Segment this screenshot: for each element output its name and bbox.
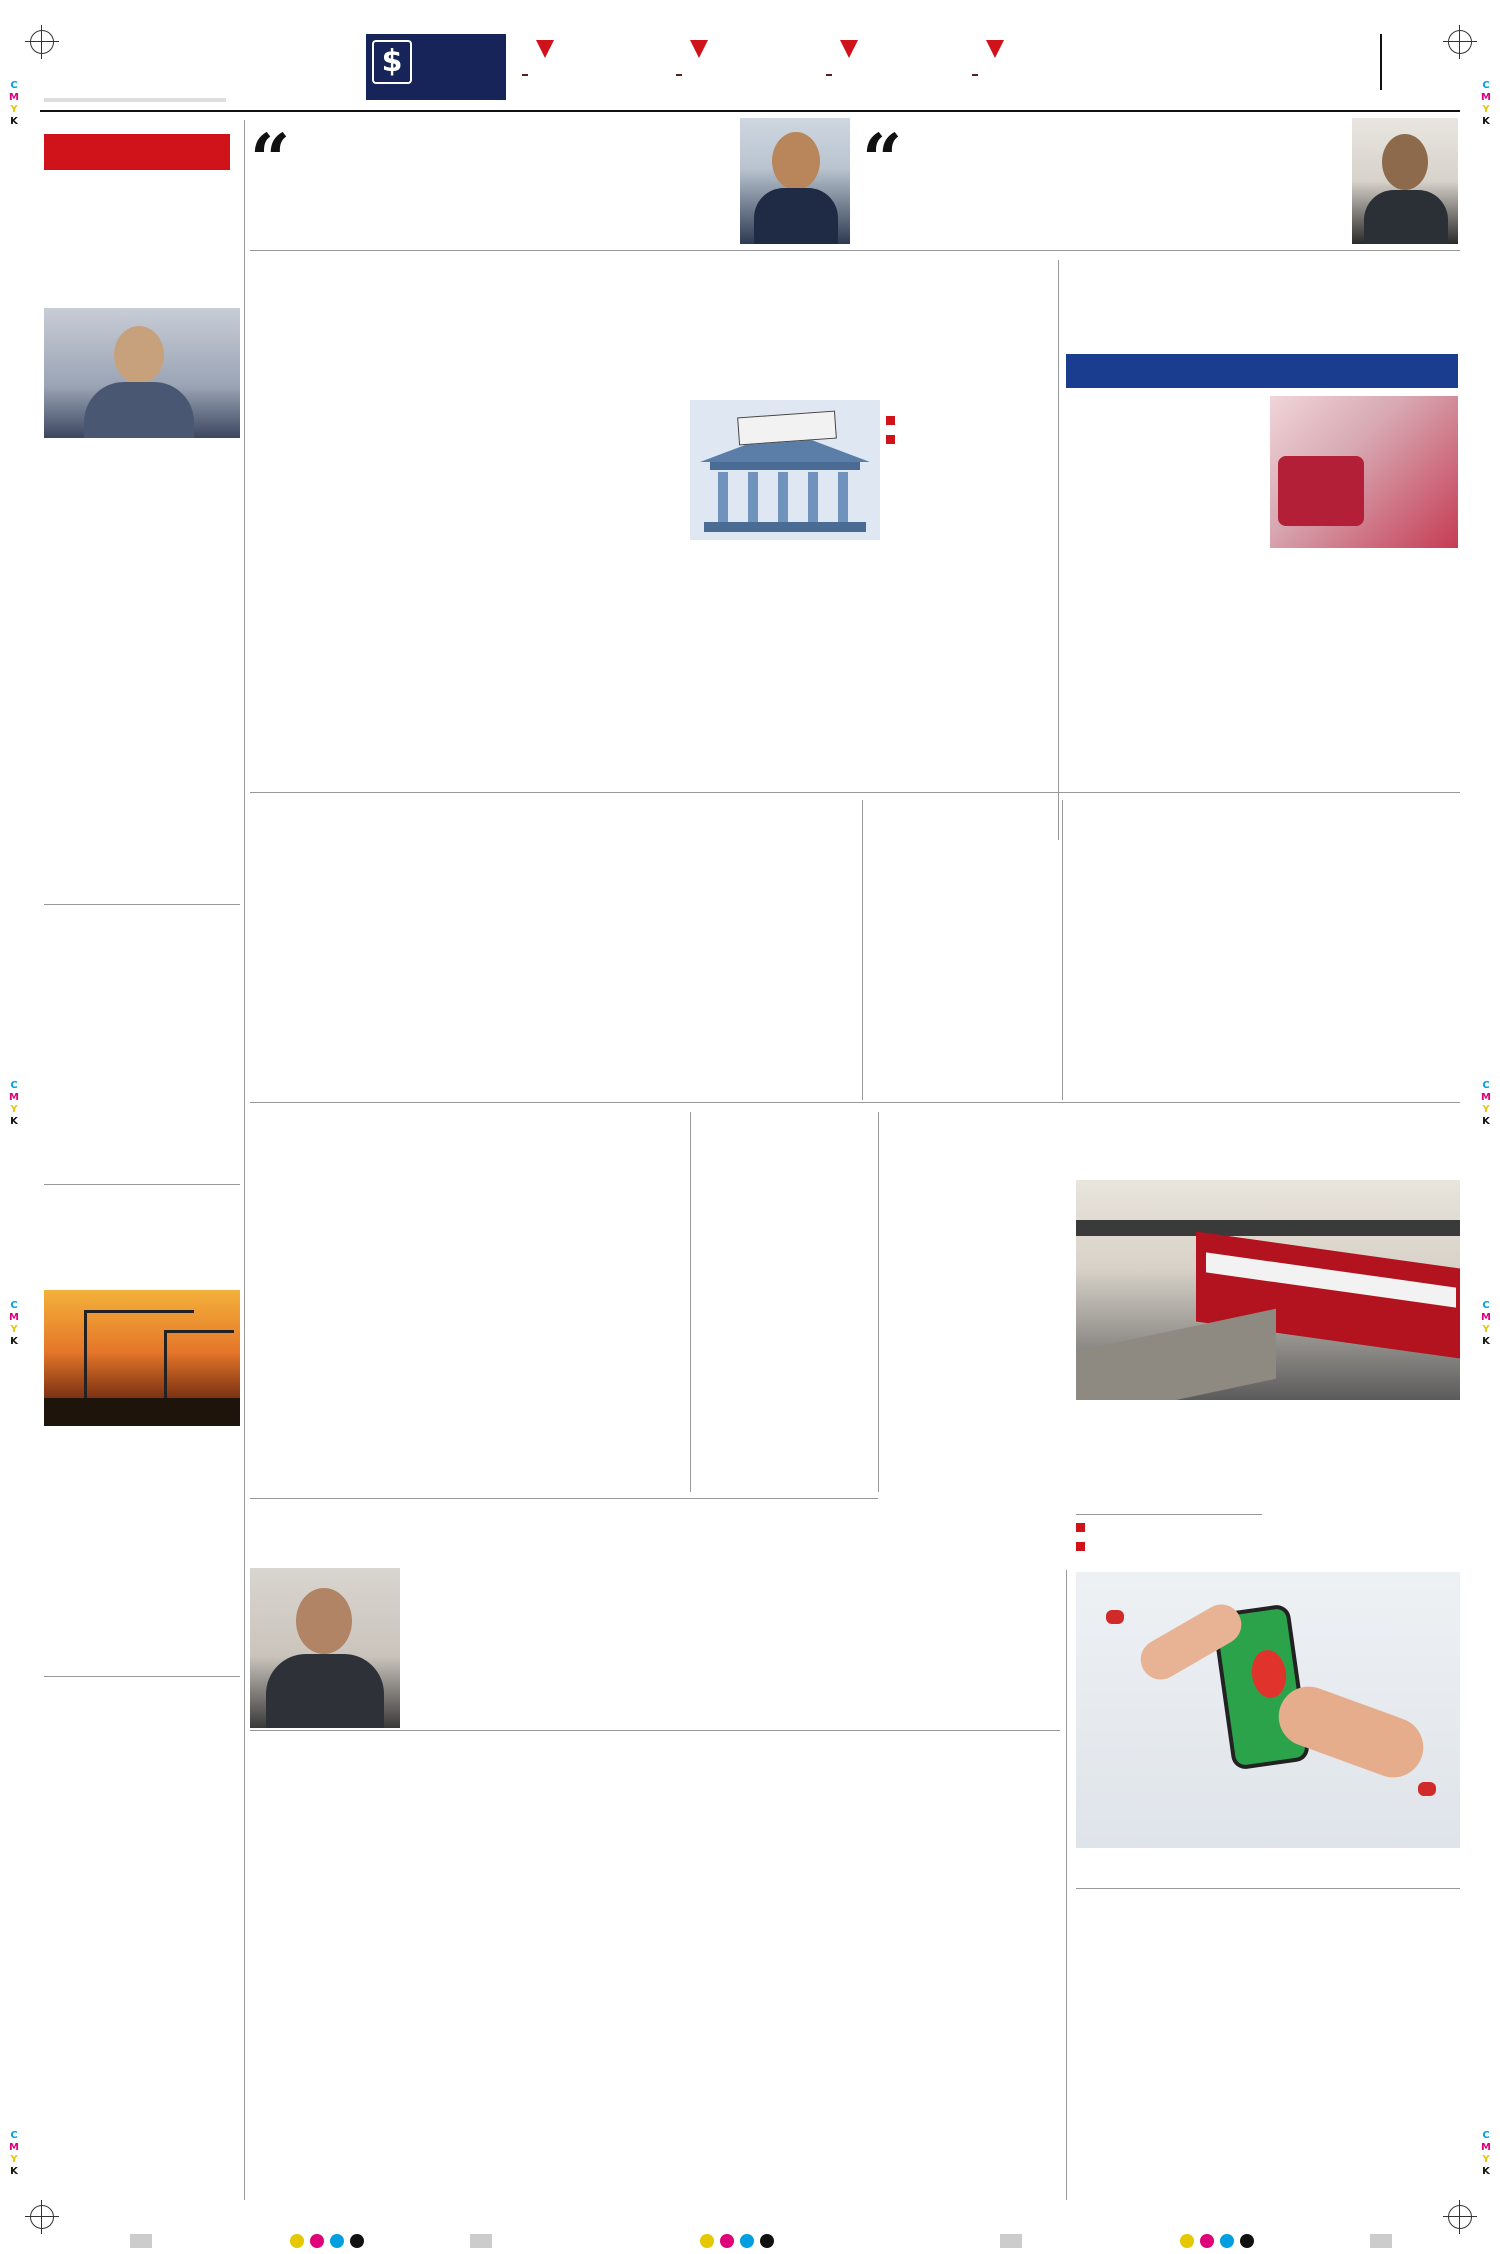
lead-rule [250, 792, 1460, 793]
bullet-item [886, 412, 1046, 425]
lead-col-2 [256, 425, 426, 785]
color-bar-gray [470, 2234, 492, 2248]
train-bullets [1076, 1514, 1262, 1551]
down-arrow-icon [986, 40, 1004, 58]
brief-2-body [44, 990, 240, 1180]
lead-col-4 [690, 548, 866, 780]
train-col-1 [886, 1184, 1070, 1584]
central-col-2 [1270, 556, 1458, 784]
goyal-photo [740, 118, 850, 244]
ticker-change [522, 74, 528, 76]
ticker-silver [972, 40, 1122, 100]
sale-ad-image [1270, 396, 1458, 548]
section-rule [1076, 1888, 1460, 1889]
down-arrow-icon [690, 40, 708, 58]
column-divider [1062, 800, 1063, 1100]
bathria-photo [250, 1568, 400, 1728]
brief-1-body [44, 446, 240, 916]
color-dot-black [1240, 2234, 1254, 2248]
section-rule [250, 1102, 1460, 1103]
bad-bank-illustration [690, 400, 880, 540]
lead-divider [1058, 260, 1059, 840]
lead-col-3 [434, 400, 614, 780]
dalmia-col-2 [640, 1572, 874, 1728]
bullet-square-icon [1076, 1542, 1085, 1551]
airindia-col-0 [870, 1880, 1058, 2200]
central-banner [1066, 354, 1458, 388]
color-bar-gray [130, 2234, 152, 2248]
cmyk-marks-left-mid2: C M Y K [9, 1300, 19, 1347]
color-dot-magenta [720, 2234, 734, 2248]
ticker-sensex [522, 40, 672, 100]
ticker-gold [826, 40, 976, 100]
registration-mark [1448, 2205, 1472, 2229]
color-dot-cyan [740, 2234, 754, 2248]
ticker-change [972, 74, 978, 76]
cmyk-marks-left-mid: C M Y K [9, 1080, 19, 1127]
column-divider [862, 800, 863, 1100]
sidebar-divider [244, 120, 245, 2200]
train-photo [1076, 1180, 1460, 1400]
idbi-col-1 [256, 862, 436, 1098]
color-dot-black [350, 2234, 364, 2248]
color-dot-cyan [330, 2234, 344, 2248]
dollar-icon: $ [372, 40, 412, 84]
color-dot-yellow [700, 2234, 714, 2248]
central-col-1 [1066, 400, 1262, 784]
color-dot-black [760, 2234, 774, 2248]
bullet-item [1076, 1519, 1262, 1532]
train-col-2 [1076, 1406, 1262, 1516]
registration-mark [30, 2205, 54, 2229]
masthead-rule [40, 110, 1460, 112]
ticker-change [676, 74, 682, 76]
brief-4-body [44, 1786, 240, 2196]
kant-photo [1352, 118, 1458, 244]
siyaram-col-1 [1068, 862, 1258, 1098]
brief-label [44, 134, 230, 170]
lead-col-5 [874, 548, 1050, 780]
bullet-item [1076, 1538, 1262, 1551]
color-dot-yellow [1180, 2234, 1194, 2248]
dollar-box [366, 34, 506, 100]
construction-photo [44, 1290, 240, 1426]
quotes-rule [250, 250, 1460, 251]
ticker-change [826, 74, 832, 76]
color-dot-magenta [1200, 2234, 1214, 2248]
down-arrow-icon [536, 40, 554, 58]
siyaram-col-2 [1266, 862, 1458, 1098]
idbi-col-2 [444, 862, 644, 1098]
cmyk-marks-right-bottom: C M Y K [1481, 2130, 1491, 2177]
column-divider [1066, 1570, 1067, 2200]
cmyk-marks-left-top: C M Y K [9, 80, 19, 127]
idbi-col-3 [652, 862, 852, 1098]
color-dot-magenta [310, 2234, 324, 2248]
bullet-item [886, 431, 1046, 444]
climate-col-1 [256, 1222, 456, 1492]
brief-rule [44, 1184, 240, 1185]
airindia-col-1 [1076, 1990, 1262, 2200]
ticker-nifty [676, 40, 826, 100]
color-bar-gray [1370, 2234, 1392, 2248]
masthead-date [44, 98, 226, 102]
climate-col-2 [464, 1222, 684, 1492]
section-rule [250, 1498, 878, 1499]
color-bar-gray [1000, 2234, 1022, 2248]
lead-bullets [886, 412, 1046, 444]
column-divider [690, 1112, 691, 1492]
section-rule [250, 1730, 1060, 1731]
brief-3-body [44, 1434, 240, 1670]
airindia-col-2 [1270, 1990, 1458, 2200]
color-dot-yellow [290, 2234, 304, 2248]
registration-mark [30, 30, 54, 54]
down-arrow-icon [840, 40, 858, 58]
fuel-body [870, 862, 1056, 1098]
quote-mark-icon: “ [862, 118, 903, 201]
brief-rule [44, 904, 240, 905]
quote-mark-icon: “ [250, 118, 291, 201]
train-col-3 [1270, 1406, 1458, 1586]
column-divider [878, 1112, 879, 1492]
brief-rule [44, 1676, 240, 1677]
section-divider [1380, 34, 1382, 90]
color-dot-cyan [1220, 2234, 1234, 2248]
export-body [700, 1192, 870, 1492]
registration-mark [1448, 30, 1472, 54]
bullet-square-icon [886, 435, 895, 444]
dalmia-col-1 [408, 1590, 632, 1728]
foldable-phone-photo [1076, 1572, 1460, 1848]
cmyk-marks-left-bottom: C M Y K [9, 2130, 19, 2177]
cmyk-marks-right-mid: C M Y K [1481, 1080, 1491, 1127]
cmyk-marks-right-mid2: C M Y K [1481, 1300, 1491, 1347]
bullet-square-icon [886, 416, 895, 425]
basu-photo [44, 308, 240, 438]
bullet-square-icon [1076, 1523, 1085, 1532]
cmyk-marks-right-top: C M Y K [1481, 80, 1491, 127]
